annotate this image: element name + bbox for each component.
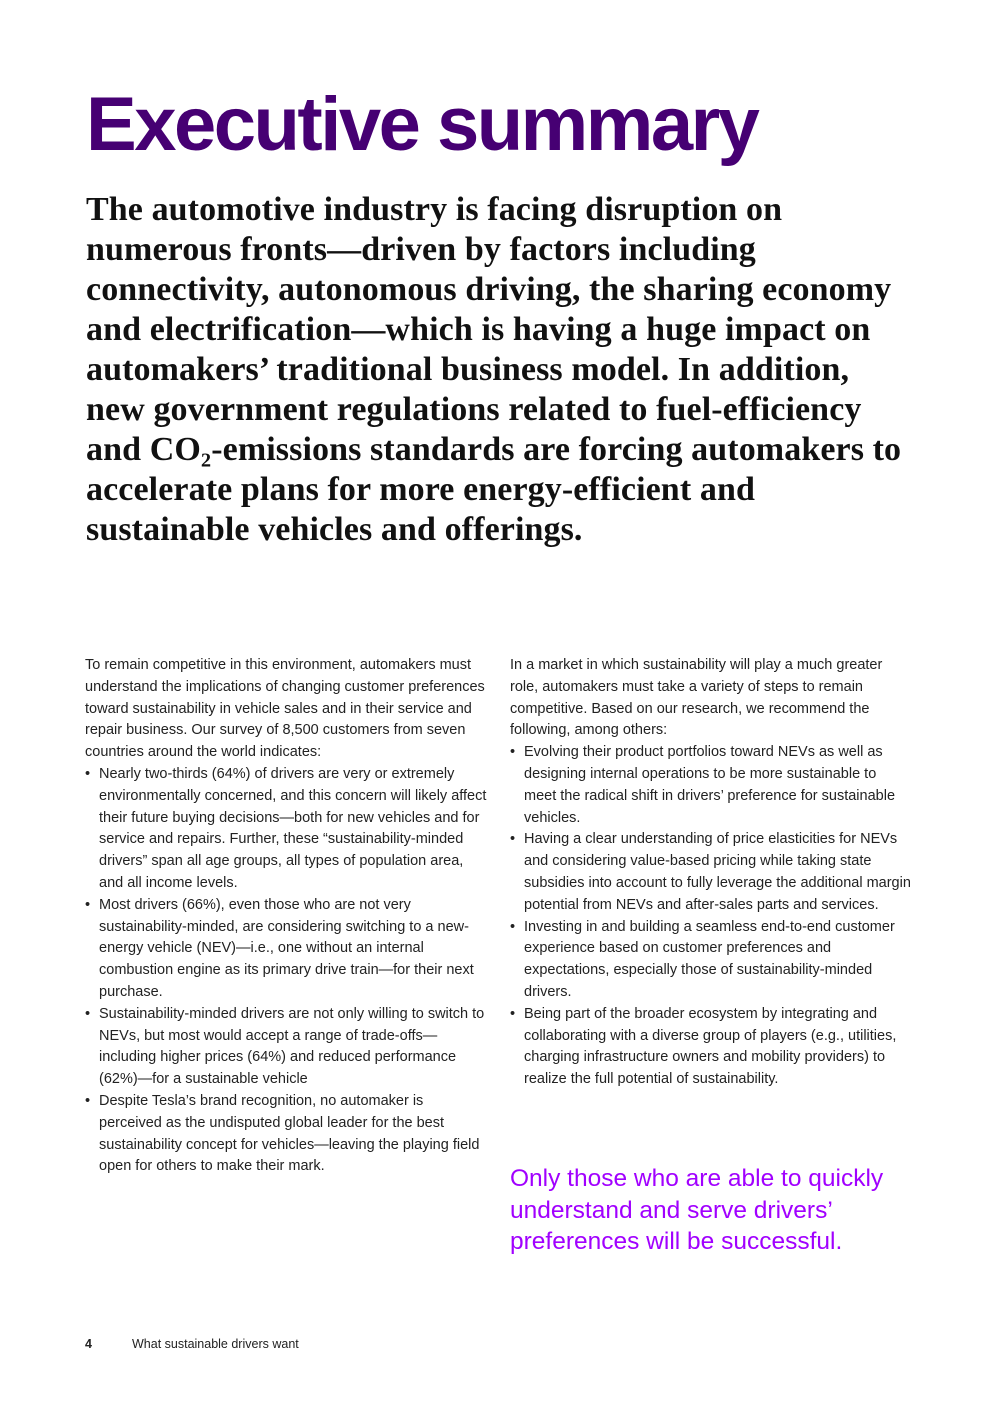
list-item: • Being part of the broader ecosystem by integrating and collaborating with a diverse group of players (e.g., utilities, charging infrastructure owners and mobility providers) to realize the full potential of sustainability. [510, 1005, 897, 1088]
footer-doc-title: What sustainable drivers want [132, 1337, 299, 1351]
list-item: • Most drivers (66%), even those who are not very sustainability-minded, are considering switching to a new-energy vehicle (NEV)—i.e., one without an internal combustion engine as its primary drive train—for their next purchase. [85, 896, 474, 1000]
page-number: 4 [85, 1337, 92, 1351]
bullet-icon: • [85, 1005, 91, 1022]
list-item: • Having a clear understanding of price elasticities for NEVs and considering value-based pricing while taking state subsidies into account to fully leverage the additional margin potential from NEVs and after-sales parts and services. [510, 831, 911, 913]
right-bullet-list [510, 742, 912, 1091]
bullet-icon: • [510, 1005, 516, 1022]
bullet-icon: • [510, 918, 516, 935]
right-intro: In a market in which sustainability will play a much greater role, automakers must take a variety of steps to remain competitive. Based on our research, we recommend the following, among others: [510, 657, 883, 739]
bullet-icon: • [85, 896, 91, 913]
page-title: Executive summary [86, 82, 758, 167]
lede-paragraph: The automotive industry is facing disruption on numerous fronts—driven by factors including connectivity, autonomous driving, the sharing economy and electrification—which is having a huge impact on automakers’ traditional business model. In addition, new government regulations related to fuel-efficiency and CO₂-emissions standards are forcing automakers to accelerate plans for more energy-efficient and sustainable vehicles and offerings. [86, 191, 902, 548]
list-item: • Sustainability-minded drivers are not only willing to switch to NEVs, but most would accept a range of trade-offs—including higher prices (64%) and reduced performance (62%)—for a sustainable vehicle [85, 1005, 485, 1088]
bullet-icon: • [510, 831, 516, 848]
bullet-icon: • [85, 1092, 91, 1109]
left-bullet-list [85, 764, 487, 1178]
bullet-icon: • [85, 765, 91, 782]
list-item: • Nearly two-thirds (64%) of drivers are very or extremely environmentally concerned, and this concern will likely affect their future buying decisions—both for new vehicles and for service and repairs. Further, these “sustainability-minded drivers” span all age groups, all types of population area, and all income levels. [85, 765, 487, 891]
list-item: • Investing in and building a seamless end-to-end customer experience based on customer preferences and expectations, especially those of sustainability-minded drivers. [510, 918, 895, 1000]
list-item: • Evolving their product portfolios toward NEVs as well as designing internal operations to be more sustainable to meet the radical shift in drivers’ preference for sustainable vehicles. [510, 744, 896, 826]
left-column [85, 655, 487, 1178]
left-intro: To remain competitive in this environment, automakers must understand the implications of changing customer preferences toward sustainability in vehicle sales and in their service and repair business. Our survey of 8,500 customers from seven countries around the world indicates: [85, 657, 485, 761]
pull-quote: Only those who are able to quickly understand and serve drivers’ preferences will be successful. [510, 1165, 884, 1255]
bullet-icon: • [510, 744, 516, 761]
list-item: • Despite Tesla’s brand recognition, no automaker is perceived as the undisputed global leader for the best sustainability concept for vehicles—leaving the playing field open for others to make their mark. [85, 1092, 480, 1175]
right-column [510, 655, 912, 1091]
page-footer [85, 1337, 299, 1351]
